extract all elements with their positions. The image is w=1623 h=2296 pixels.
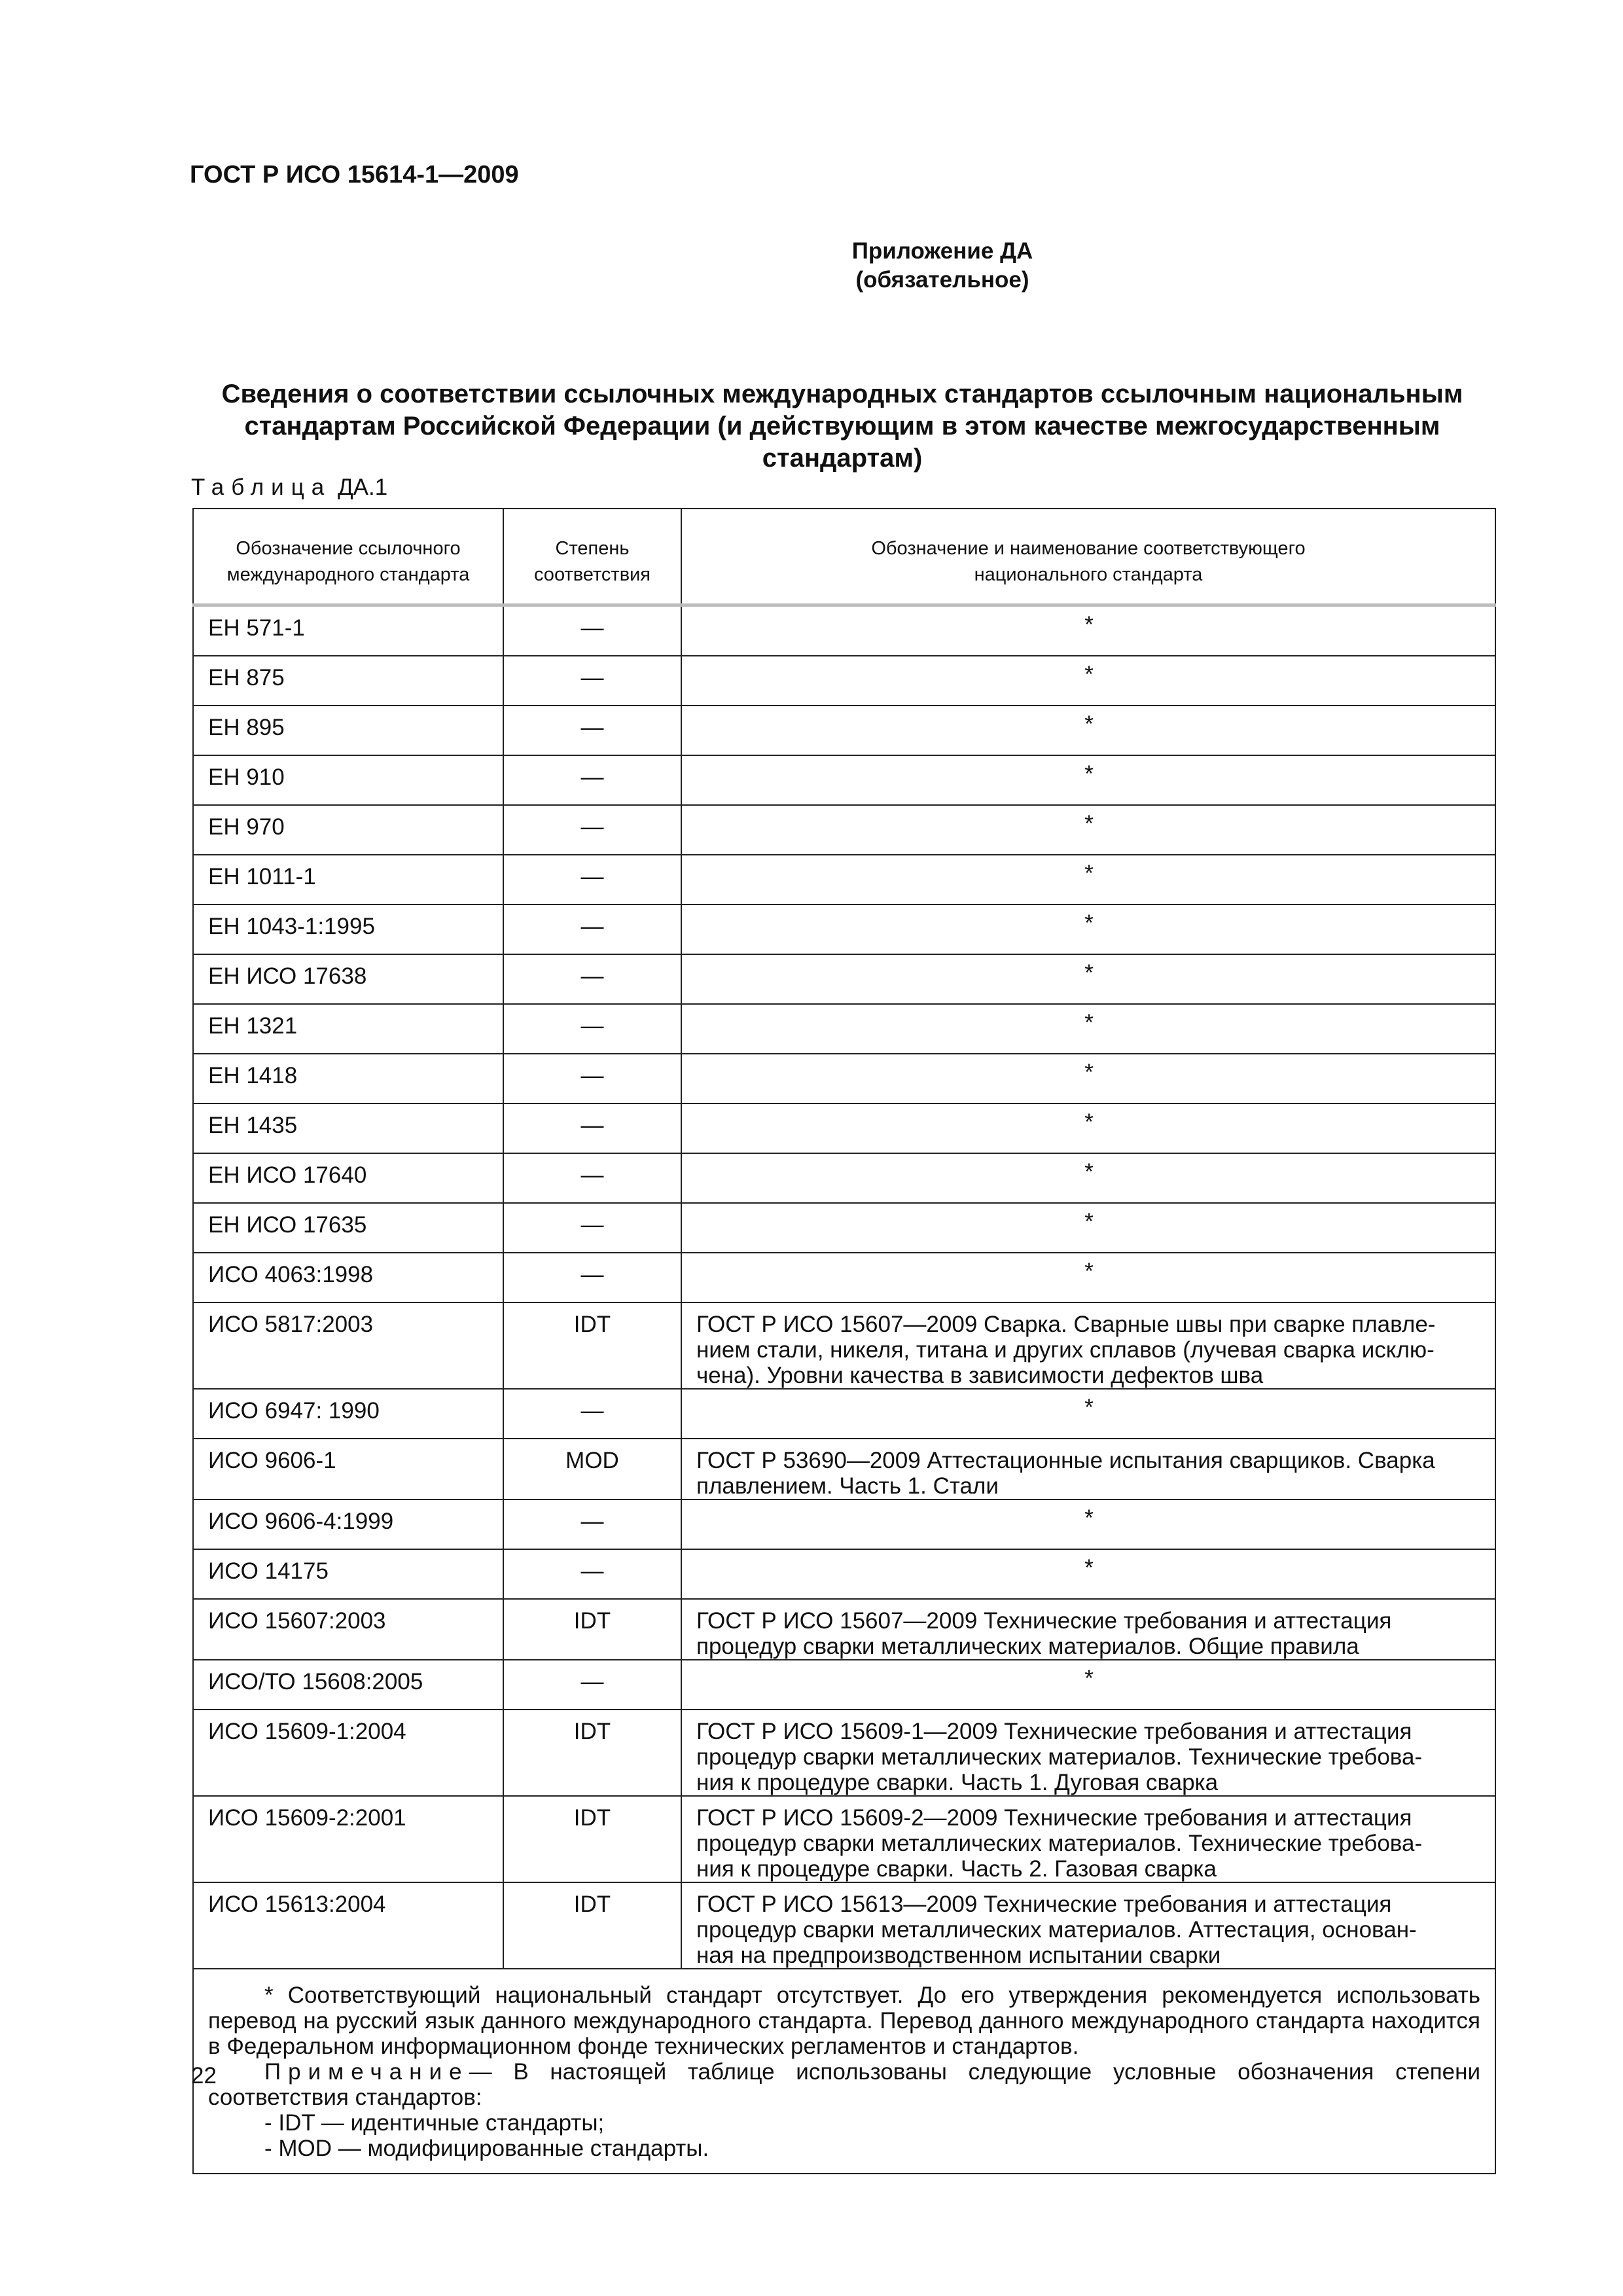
national-standard-cell: * [681,1660,1495,1710]
reference-standard-cell: ИСО 9606-4:1999 [193,1499,503,1549]
national-standard-cell: * [681,805,1495,855]
degree-cell: — [503,855,681,905]
degree-cell: IDT [503,1796,681,1882]
header-national-standard [681,509,1495,605]
table-row [193,1796,1495,1882]
national-standard-line: ная на предпроизводственном испытании сварки [696,1943,1221,1968]
page-number: 22 [191,2063,217,2089]
national-standard-line: ГОСТ Р ИСО 15609-2—2009 Технические требования и аттестация [696,1805,1412,1831]
reference-standard-cell: ЕН 970 [193,805,503,855]
header-text: Обозначение ссылочного [236,538,461,559]
header-text: национального стандарта [974,564,1203,585]
reference-standard-cell: ЕН ИСО 17640 [193,1153,503,1203]
degree-cell: — [503,755,681,805]
reference-standard-cell: ЕН 1321 [193,1004,503,1054]
reference-standard-cell: ЕН 571-1 [193,605,503,656]
table-row [193,1153,1495,1203]
degree-cell: — [503,1389,681,1439]
national-standard-cell [681,1710,1495,1796]
footnote-text: * Соответствующий национальный стандарт отсутствует. До его утверждения рекомендуется использовать перевод на русский язык данного международного стандарта. Перевод данного международного стандарта находится в Федеральном информационном фонде технических регламентов и стандартов. [208,1982,1480,2059]
degree-cell: — [503,1203,681,1253]
table-row [193,1882,1495,1969]
table-footnote-row [193,1969,1495,2174]
degree-cell: IDT [503,1302,681,1389]
note-item: - MOD — модифицированные стандарты. [264,2136,709,2161]
degree-cell: IDT [503,1710,681,1796]
national-standard-cell: * [681,1054,1495,1103]
degree-cell: — [503,905,681,954]
degree-cell: — [503,805,681,855]
reference-standard-cell: ИСО 15613:2004 [193,1882,503,1969]
national-standard-cell [681,1796,1495,1882]
reference-standard-cell: ЕН 910 [193,755,503,805]
reference-standard-cell: ЕН 1435 [193,1103,503,1153]
national-standard-cell [681,1302,1495,1389]
degree-cell: — [503,1660,681,1710]
national-standard-cell: * [681,855,1495,905]
national-standard-cell [681,1599,1495,1660]
national-standard-cell: * [681,656,1495,706]
national-standard-cell: * [681,1203,1495,1253]
national-standard-line: чена). Уровни качества в зависимости дефектов шва [696,1363,1264,1388]
table-row [193,755,1495,805]
national-standard-cell: * [681,1499,1495,1549]
degree-cell: — [503,1004,681,1054]
reference-standard-cell: ЕН 895 [193,706,503,755]
header-text: международного стандарта [226,564,470,585]
section-title-line: Сведения о соответствии ссылочных международных стандартов ссылочным национальным [221,380,1463,408]
degree-cell: — [503,706,681,755]
reference-standard-cell: ИСО 14175 [193,1549,503,1599]
appendix-type: (обязательное) [855,267,1029,293]
reference-standard-cell: ЕН ИСО 17635 [193,1203,503,1253]
table-row [193,1103,1495,1153]
degree-cell: — [503,656,681,706]
national-standard-cell [681,1439,1495,1499]
table-row [193,805,1495,855]
table-row [193,1710,1495,1796]
national-standard-line: процедур сварки металлических материалов. Технические требова- [696,1744,1423,1770]
standards-table [192,508,1496,2174]
reference-standard-cell: ИСО/ТО 15608:2005 [193,1660,503,1710]
reference-standard-cell: ИСО 5817:2003 [193,1302,503,1389]
note-item: - IDT — идентичные стандарты; [264,2110,605,2136]
table-row [193,1054,1495,1103]
national-standard-line: ния к процедуре сварки. Часть 1. Дуговая сварка [696,1770,1219,1795]
table-row [193,1253,1495,1302]
appendix-title: Приложение ДА [851,238,1033,264]
national-standard-cell: * [681,755,1495,805]
table-row [193,706,1495,755]
note-text: — В настоящей таблице использованы следующие условные обозначения степени соответствия стандартов: [208,2059,1480,2110]
header-reference-standard [193,509,503,605]
section-title-line: стандартам Российской Федерации (и действующим в этом качестве межгосударственным [244,412,1440,440]
table-row [193,1499,1495,1549]
reference-standard-cell: ЕН 875 [193,656,503,706]
national-standard-line: ГОСТ Р ИСО 15607—2009 Сварка. Сварные швы при сварке плавле- [696,1312,1436,1337]
national-standard-cell: * [681,954,1495,1004]
degree-cell: — [503,1253,681,1302]
table-row [193,1004,1495,1054]
degree-cell: — [503,605,681,656]
national-standard-cell: * [681,1389,1495,1439]
note-label: Примечание [264,2059,469,2085]
table-row [193,1439,1495,1499]
degree-cell: — [503,1153,681,1203]
degree-cell: — [503,954,681,1004]
table-row [193,855,1495,905]
table-header-row [193,509,1495,605]
degree-cell: — [503,1499,681,1549]
degree-cell: — [503,1103,681,1153]
reference-standard-cell: ИСО 15609-1:2004 [193,1710,503,1796]
table-caption [191,475,387,501]
table-body [193,605,1495,1969]
degree-cell: — [503,1054,681,1103]
table-footnote [193,1969,1495,2174]
national-standard-line: ГОСТ Р ИСО 15609-1—2009 Технические требования и аттестация [696,1719,1412,1744]
appendix-heading [0,237,1623,295]
reference-standard-cell: ЕН 1418 [193,1054,503,1103]
reference-standard-cell: ИСО 9606-1 [193,1439,503,1499]
national-standard-cell: * [681,1004,1495,1054]
national-standard-cell: * [681,1153,1495,1203]
table-caption-number: ДА.1 [337,475,388,500]
header-text: Степень [555,538,630,559]
table-row [193,905,1495,954]
degree-cell: MOD [503,1439,681,1499]
table-row [193,1660,1495,1710]
header-text: Обозначение и наименование соответствующего [871,538,1306,559]
reference-standard-cell: ЕН 1011-1 [193,855,503,905]
note-paragraph [208,2059,1480,2110]
reference-standard-cell: ИСО 15607:2003 [193,1599,503,1660]
reference-standard-cell: ИСО 15609-2:2001 [193,1796,503,1882]
table-row [193,1302,1495,1389]
national-standard-line: процедур сварки металлических материалов. Технические требова- [696,1831,1423,1856]
document-code: ГОСТ Р ИСО 15614-1—2009 [190,161,519,188]
national-standard-cell: * [681,1549,1495,1599]
national-standard-line: ГОСТ Р ИСО 15613—2009 Технические требования и аттестация [696,1892,1392,1917]
national-standard-cell: * [681,706,1495,755]
national-standard-line: процедур сварки металлических материалов. Общие правила [696,1634,1359,1659]
national-standard-cell [681,1882,1495,1969]
national-standard-cell: * [681,605,1495,656]
table-row [193,1549,1495,1599]
degree-cell: — [503,1549,681,1599]
header-degree [503,509,681,605]
table-row [193,1203,1495,1253]
national-standard-line: ГОСТ Р 53690—2009 Аттестационные испытания сварщиков. Сварка [696,1448,1435,1473]
national-standard-cell: * [681,905,1495,954]
header-text: соответствия [533,564,651,585]
national-standard-line: нием стали, никеля, титана и других сплавов (лучевая сварка исклю- [696,1337,1435,1363]
degree-cell: IDT [503,1882,681,1969]
table-row [193,656,1495,706]
degree-cell: IDT [503,1599,681,1660]
national-standard-line: процедур сварки металлических материалов. Аттестация, основан- [696,1917,1417,1943]
table-row [193,605,1495,656]
national-standard-cell: * [681,1103,1495,1153]
reference-standard-cell: ИСО 4063:1998 [193,1253,503,1302]
national-standard-line: ГОСТ Р ИСО 15607—2009 Технические требования и аттестация [696,1608,1392,1634]
table-row [193,954,1495,1004]
section-title-line: стандартам) [762,444,923,473]
reference-standard-cell: ЕН 1043-1:1995 [193,905,503,954]
national-standard-line: плавлением. Часть 1. Стали [696,1473,999,1499]
table-row [193,1599,1495,1660]
national-standard-cell: * [681,1253,1495,1302]
national-standard-line: ния к процедуре сварки. Часть 2. Газовая сварка [696,1856,1217,1882]
reference-standard-cell: ИСО 6947: 1990 [193,1389,503,1439]
table-caption-word: Таблица [191,475,332,500]
table-row [193,1389,1495,1439]
reference-standard-cell: ЕН ИСО 17638 [193,954,503,1004]
section-title [191,378,1493,475]
